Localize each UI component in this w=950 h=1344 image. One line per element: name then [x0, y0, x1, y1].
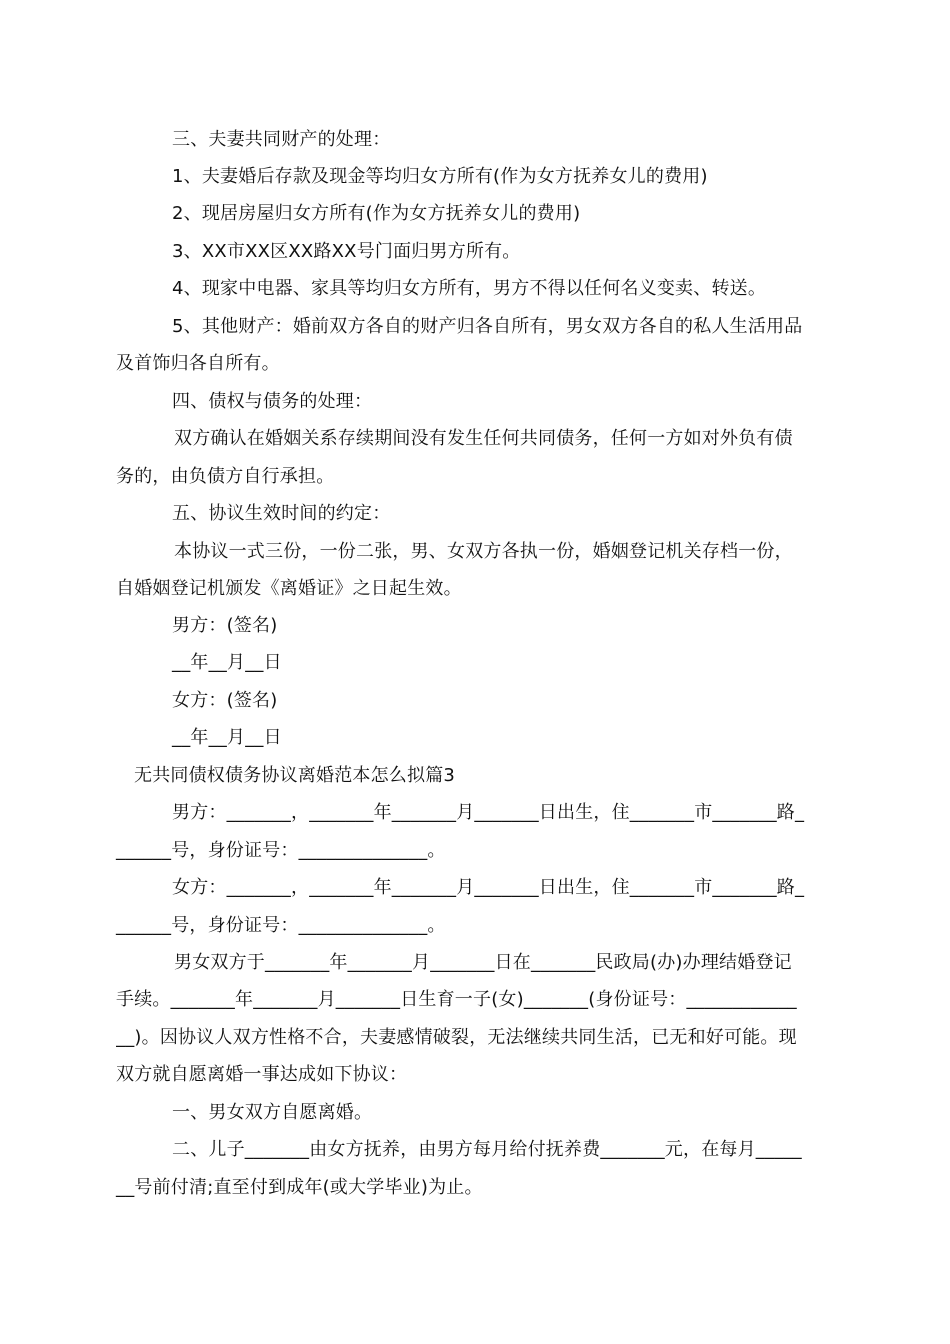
paragraph-line: 男女双方于_______年_______月_______日在_______民政局(办)办理结婚登记 — [174, 952, 792, 973]
female-signature-label: 女方：(签名) — [172, 690, 278, 711]
paragraph-line: 及首饰归各自所有。 — [116, 353, 280, 374]
paragraph-line: 1、夫妻婚后存款及现金等均归女方所有(作为女方抚养女儿的费用) — [172, 166, 708, 187]
section-heading-property: 三、夫妻共同财产的处理： — [172, 129, 391, 150]
paragraph-line: 务的，由负债方自行承担。 — [116, 466, 335, 487]
paragraph-line: 自婚姻登记机颁发《离婚证》之日起生效。 — [116, 578, 462, 599]
paragraph-line: 手续。_______年_______月_______日生育一子(女)_______(身份证号：____________ — [116, 989, 797, 1010]
section-heading-effective: 五、协议生效时间的约定： — [172, 503, 391, 524]
paragraph-line: 2、现居房屋归女方所有(作为女方抚养女儿的费用) — [172, 203, 581, 224]
agreement-item-1: 一、男女双方自愿离婚。 — [172, 1102, 373, 1123]
paragraph-line: __号前付清;直至付到成年(或大学毕业)为止。 — [116, 1177, 483, 1198]
paragraph-line: 双方确认在婚姻关系存续期间没有发生任何共同债务，任何一方如对外负有债 — [174, 428, 793, 449]
paragraph-line: 5、其他财产：婚前双方各自的财产归各自所有，男女双方各自的私人生活用品 — [172, 316, 803, 337]
male-signature-label: 男方：(签名) — [172, 615, 278, 636]
male-date-line: __年__月__日 — [172, 652, 282, 673]
paragraph-line: 3、XX市XX区XX路XX号门面归男方所有。 — [172, 241, 521, 262]
female-date-line: __年__月__日 — [172, 727, 282, 748]
paragraph-line: ______号，身份证号：______________。 — [116, 840, 446, 861]
paragraph-line: 4、现家中电器、家具等均归女方所有，男方不得以任何名义变卖、转送。 — [172, 278, 767, 299]
document-subtitle: 无共同债权债务协议离婚范本怎么拟篇3 — [134, 765, 456, 786]
paragraph-line: 二、儿子_______由女方抚养，由男方每月给付抚养费_______元，在每月_____ — [172, 1139, 802, 1160]
paragraph-line: __)。因协议人双方性格不合，夫妻感情破裂，无法继续共同生活，已无和好可能。现 — [116, 1027, 797, 1048]
paragraph-line: 女方：_______，_______年_______月_______日出生，住_______市_______路_ — [172, 877, 805, 898]
paragraph-line: ______号，身份证号：______________。 — [116, 915, 446, 936]
paragraph-line: 双方就自愿离婚一事达成如下协议： — [116, 1064, 408, 1085]
paragraph-line: 男方：_______，_______年_______月_______日出生，住_______市_______路_ — [172, 802, 805, 823]
paragraph-line: 本协议一式三份，一份二张，男、女双方各执一份，婚姻登记机关存档一份， — [174, 541, 793, 562]
section-heading-debts: 四、债权与债务的处理： — [172, 391, 373, 412]
